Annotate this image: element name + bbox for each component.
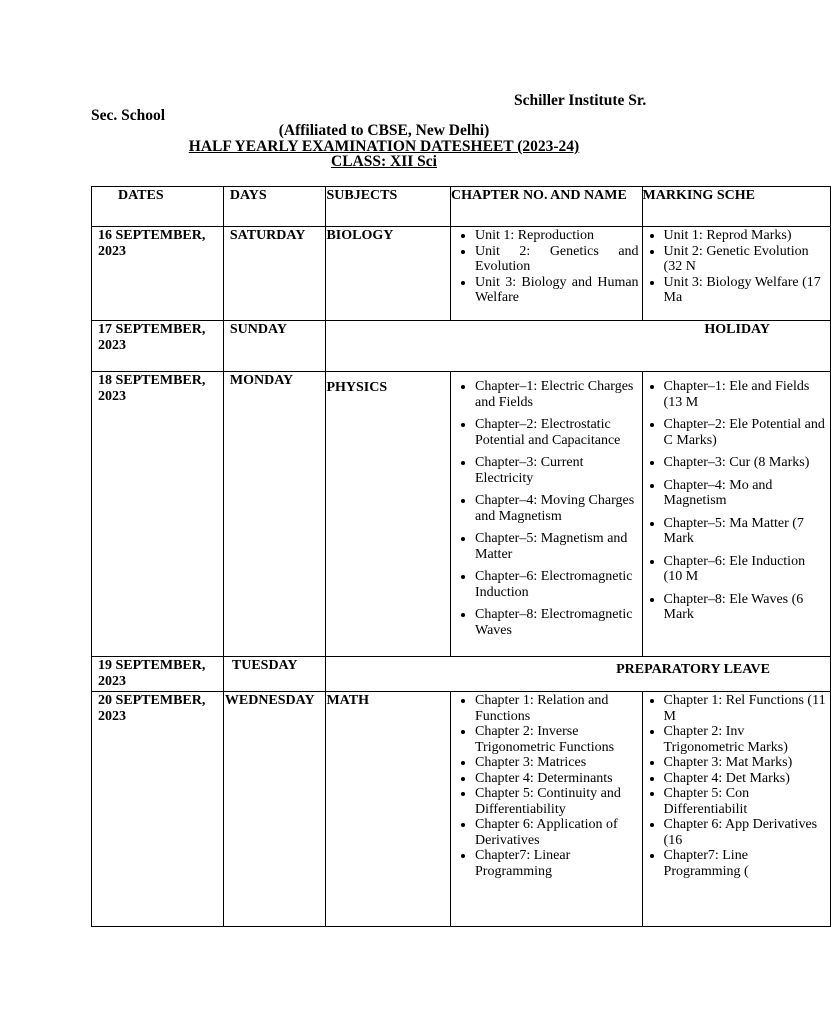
row-day: TUESDAY <box>223 657 326 692</box>
chapter-item: • Chapter–5: Magnetism and Matter <box>475 531 639 562</box>
row-subject: BIOLOGY <box>326 227 451 321</box>
row-day: WEDNESDAY <box>223 692 326 927</box>
row-day: SATURDAY <box>223 227 326 321</box>
affiliation-text: (Affiliated to CBSE, New Delhi) <box>278 122 490 139</box>
holiday-note: HOLIDAY <box>326 321 831 372</box>
mark-item: • Chapter–4: Mo and Magnetism <box>664 478 827 509</box>
row-date: 20 SEPTEMBER, 2023 <box>92 692 224 927</box>
chapter-item: • Chapter 1: Relation and Functions <box>475 693 639 724</box>
row-date: 18 SEPTEMBER, 2023 <box>92 372 224 657</box>
row-date: 17 SEPTEMBER, 2023 <box>92 321 224 372</box>
table-row <box>92 321 831 372</box>
table-row <box>92 692 831 927</box>
row-day: SUNDAY <box>223 321 326 372</box>
mark-item: • Chapter–3: Cur (8 Marks) <box>664 455 827 471</box>
chapter-item: • Chapter–3: Current Electricity <box>475 455 639 486</box>
chapter-item: • Chapter 3: Matrices <box>475 755 639 771</box>
table-row <box>92 657 831 692</box>
row-day: MONDAY <box>223 372 326 657</box>
school-name-line1: Schiller Institute Sr. <box>514 92 647 109</box>
chapter-item: • Unit 3: Biology and Human Welfare <box>475 275 639 306</box>
chapter-item: • Chapter–4: Moving Charges and Magnetism <box>475 493 639 524</box>
mark-item: • Chapter 4: Det Marks) <box>664 771 827 787</box>
chapter-item: • Unit 1: Reproduction <box>475 228 639 244</box>
mark-item: • Unit 3: Biology Welfare (17 Ma <box>664 275 827 306</box>
chapter-item: • Chapter 5: Continuity and Differentiability <box>475 786 639 817</box>
row-subject: PHYSICS <box>326 372 451 657</box>
chapter-item: • Chapter–6: Electromagnetic Induction <box>475 569 639 600</box>
class-label: CLASS: XII Sci <box>331 153 437 170</box>
mark-item: • Chapter 2: Inv Trigonometric Marks) <box>664 724 827 755</box>
row-chapters <box>451 227 643 321</box>
preparatory-leave-note: PREPARATORY LEAVE <box>326 657 831 692</box>
row-chapters <box>451 692 643 927</box>
row-marks <box>642 227 830 321</box>
row-date: 19 SEPTEMBER, 2023 <box>92 657 224 692</box>
row-chapters <box>451 372 643 657</box>
mark-item: • Unit 2: Genetic Evolution (32 N <box>664 244 827 275</box>
chapter-item: • Chapter 2: Inverse Trigonometric Functions <box>475 724 639 755</box>
mark-item: • Chapter–5: Ma Matter (7 Mark <box>664 516 827 547</box>
chapter-item: • Chapter–8: Electromagnetic Waves <box>475 607 639 638</box>
mark-item: • Chapter–2: Ele Potential and C Marks) <box>664 417 827 448</box>
mark-item: • Chapter–6: Ele Induction (10 M <box>664 554 827 585</box>
table-header-row <box>92 187 831 227</box>
mark-item: • Chapter 1: Rel Functions (11 M <box>664 693 827 724</box>
row-marks <box>642 372 830 657</box>
mark-item: • Chapter 6: App Derivatives (16 <box>664 817 827 848</box>
row-marks <box>642 692 830 927</box>
mark-item: • Chapter–1: Ele and Fields (13 M <box>664 379 827 410</box>
chapter-item: • Chapter 4: Determinants <box>475 771 639 787</box>
chapter-item: • Chapter–1: Electric Charges and Fields <box>475 379 639 410</box>
school-name-line2: Sec. School <box>91 107 166 124</box>
header-days: DAYS <box>223 187 326 227</box>
mark-item: • Chapter 5: Con Differentiabilit <box>664 786 827 817</box>
row-date: 16 SEPTEMBER, 2023 <box>92 227 224 321</box>
table-row <box>92 372 831 657</box>
mark-item: • Chapter7: Line Programming ( <box>664 848 827 879</box>
datesheet-title: HALF YEARLY EXAMINATION DATESHEET (2023-24) <box>188 138 580 155</box>
header-dates: DATES <box>92 187 224 227</box>
affiliation-line <box>0 123 768 139</box>
chapter-item: • Chapter 6: Application of Derivatives <box>475 817 639 848</box>
header-chapters: CHAPTER NO. AND NAME <box>451 187 643 227</box>
datesheet-table <box>91 186 831 927</box>
mark-item: • Unit 1: Reprod Marks) <box>664 228 827 244</box>
mark-item: • Chapter 3: Mat Marks) <box>664 755 827 771</box>
chapter-item: • Chapter7: Linear Programming <box>475 848 639 879</box>
chapter-item: • Unit 2: Genetics and Evolution <box>475 244 639 275</box>
header-subjects: SUBJECTS <box>326 187 451 227</box>
row-subject: MATH <box>326 692 451 927</box>
chapter-item: • Chapter–2: Electrostatic Potential and Capacitance <box>475 417 639 448</box>
header-marking-scheme: MARKING SCHE <box>642 187 830 227</box>
mark-item: • Chapter–8: Ele Waves (6 Mark <box>664 592 827 623</box>
table-row <box>92 227 831 321</box>
